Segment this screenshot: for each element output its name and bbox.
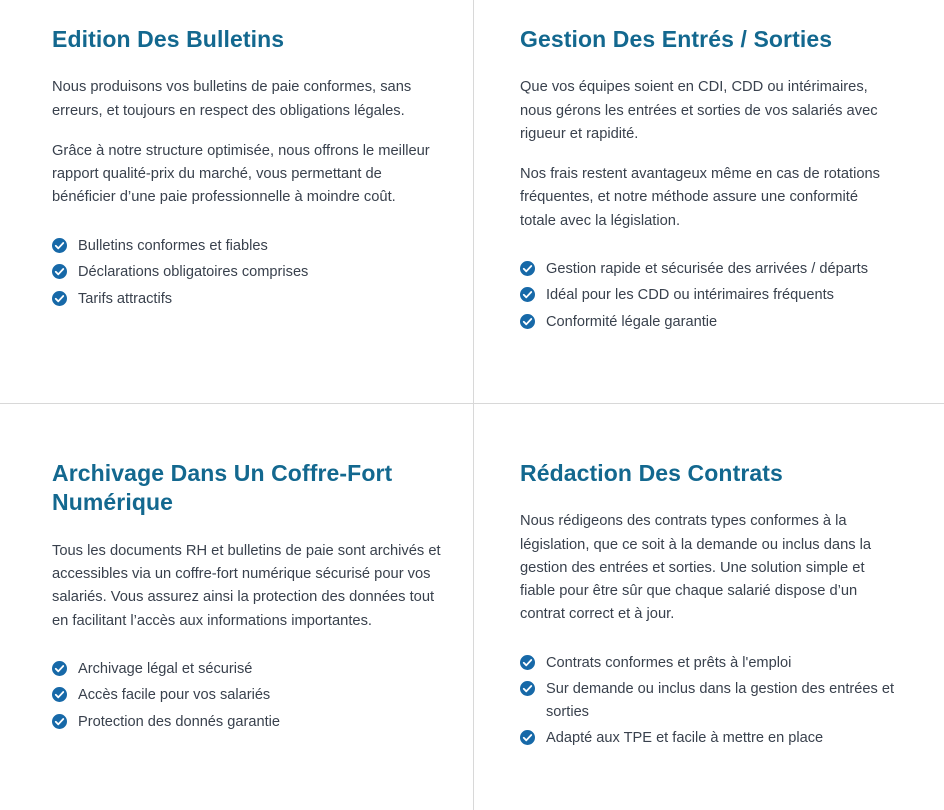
card-body — [52, 76, 443, 209]
list-item-label: Tarifs attractifs — [78, 290, 173, 307]
check-circle-icon — [520, 261, 535, 276]
card-paragraph: Nous rédigeons des contrats types conformes à la législation, que ce soit à la demande ou inclus dans la gestion des entrées et sorties. Une solution simple et fiable pour être sûr que chaque salarié dispose d’un contrat correct et à jour. — [520, 513, 872, 623]
list-item-label: Sur demande ou inclus dans la gestion des entrées et sorties — [546, 681, 895, 720]
list-item — [52, 658, 443, 681]
list-item — [52, 711, 443, 734]
list-item — [52, 684, 443, 707]
list-item-label: Bulletins conformes et fiables — [78, 237, 268, 254]
card-bullet-list — [520, 258, 898, 334]
list-item-label: Gestion rapide et sécurisée des arrivées / départs — [546, 260, 869, 277]
list-item-label: Accès facile pour vos salariés — [78, 687, 271, 704]
list-item — [520, 258, 898, 281]
card-body — [520, 76, 898, 232]
card-bullet-list — [52, 658, 443, 734]
list-item-label: Contrats conformes et prêts à l'emploi — [546, 654, 792, 671]
card-paragraph: Que vos équipes soient en CDI, CDD ou intérimaires, nous gérons les entrées et sorties de vos salariés avec rigueur et rapidité. — [520, 79, 878, 142]
check-circle-icon — [52, 238, 67, 253]
card-body — [52, 540, 443, 633]
list-item-label: Idéal pour les CDD ou intérimaires fréquents — [546, 287, 834, 304]
check-circle-icon — [520, 655, 535, 670]
list-item — [520, 652, 898, 675]
list-item — [52, 288, 443, 311]
list-item — [520, 727, 898, 750]
list-item — [520, 284, 898, 307]
card-paragraph: Nous produisons vos bulletins de paie conformes, sans erreurs, et toujours en respect des obligations légales. — [52, 79, 412, 119]
service-card-edition-des-bulletins — [0, 0, 474, 404]
service-card-archivage-coffre-fort — [0, 404, 474, 810]
check-circle-icon — [520, 287, 535, 302]
card-paragraph: Nos frais restent avantageux même en cas de rotations fréquentes, et notre méthode assure une conformité totale avec la législation. — [520, 166, 881, 229]
card-bullet-list — [52, 235, 443, 311]
card-title: Rédaction Des Contrats — [520, 460, 783, 486]
list-item-label: Déclarations obligatoires comprises — [78, 264, 309, 281]
list-item — [52, 261, 443, 284]
check-circle-icon — [520, 314, 535, 329]
list-item-label: Archivage légal et sécurisé — [78, 660, 253, 677]
card-title: Archivage Dans Un Coffre-Fort Numérique — [52, 460, 393, 516]
check-circle-icon — [52, 714, 67, 729]
check-circle-icon — [52, 264, 67, 279]
list-item-label: Protection des donnés garantie — [78, 713, 281, 730]
check-circle-icon — [52, 661, 67, 676]
card-body — [520, 510, 898, 626]
card-title: Edition Des Bulletins — [52, 26, 285, 52]
list-item — [520, 311, 898, 334]
list-item-label: Adapté aux TPE et facile à mettre en place — [546, 730, 824, 747]
card-title: Gestion Des Entrés / Sorties — [520, 26, 833, 52]
service-card-gestion-des-entres-sorties — [474, 0, 944, 404]
check-circle-icon — [520, 681, 535, 696]
card-bullet-list — [520, 652, 898, 750]
check-circle-icon — [52, 291, 67, 306]
card-paragraph: Tous les documents RH et bulletins de paie sont archivés et accessibles via un coffre-fort numérique sécurisé pour vos salariés. Vous assurez ainsi la protection des données tout en facilitant l’accès aux informations importantes. — [52, 542, 441, 629]
list-item — [520, 678, 898, 723]
list-item — [52, 235, 443, 258]
check-circle-icon — [520, 730, 535, 745]
list-item-label: Conformité légale garantie — [546, 313, 718, 330]
service-card-redaction-des-contrats — [474, 404, 944, 810]
card-paragraph: Grâce à notre structure optimisée, nous offrons le meilleur rapport qualité-prix du marché, vous permettant de bénéficier d’une paie professionnelle à moindre coût. — [52, 142, 430, 206]
check-circle-icon — [52, 687, 67, 702]
